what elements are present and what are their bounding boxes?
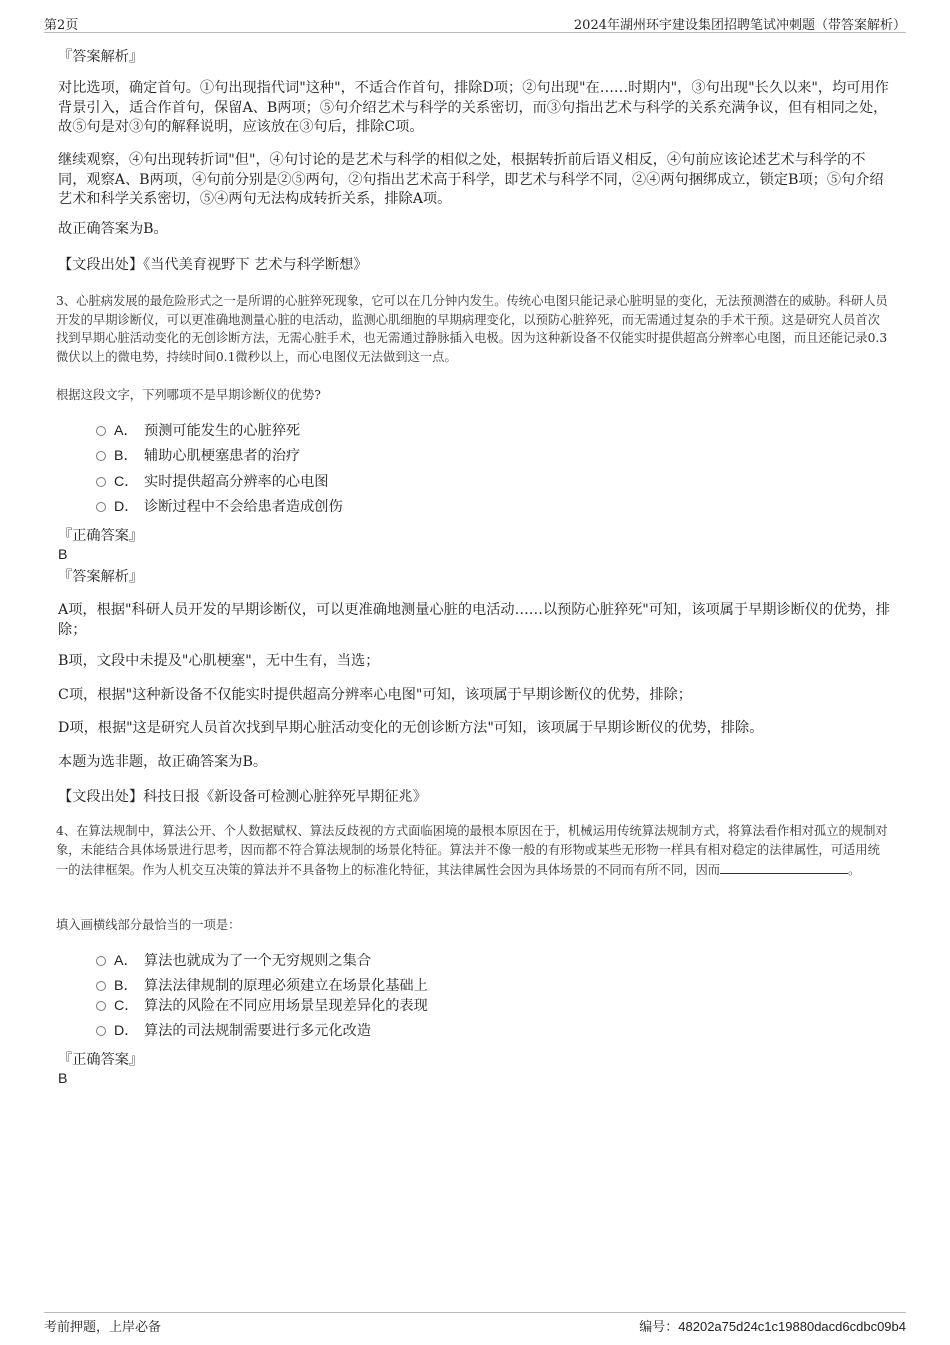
q3-answer-heading: 『正确答案』 [58,528,144,544]
q4-option-a[interactable]: A． 算法也就成为了一个无穷规则之集合 [96,952,371,971]
fill-blank [720,859,848,874]
page-footer [44,1312,906,1335]
radio-icon[interactable] [96,426,106,436]
q4-answer-heading: 『正确答案』 [58,1052,144,1068]
q4-option-c[interactable]: C． 算法的风险在不同应用场景呈现差异化的表现 [96,997,428,1016]
q3-analysis-b: B项，文段中未提及"心肌梗塞"，无中生有，当选； [58,653,380,669]
q3-analysis-d: D项，根据"这是研究人员首次找到早期心脏活动变化的无创诊断方法"可知，该项属于早期诊断仪的优势，排除。 [58,720,764,736]
q4-option-b[interactable]: B． 算法法律规制的原理必须建立在场景化基础上 [96,977,428,996]
q3-analysis-heading: 『答案解析』 [58,569,144,585]
q3-source: 【文段出处】科技日报《新设备可检测心脏猝死早期征兆》 [58,789,427,805]
q2-analysis-para1: 对比选项，确定首句。①句出现指代词"这种"，不适合作首句，排除D项；②句出现"在……时期内"，③句出现"长久以来"，均可用作背景引入，适合作首句，保留A、B两项；⑤句介绍艺术与科学的关系密切，而③句指出艺术与科学的关系充满争议，但有相同之处，故⑤句是对③句的解释说明，应该放在③句后，排除C项。 [58,80,889,135]
q2-source: 【文段出处】《当代美育视野下 艺术与科学断想》 [58,257,368,273]
radio-icon[interactable] [96,451,106,461]
q3-analysis-a: A项，根据"科研人员开发的早期诊断仪，可以更准确地测量心脏的电活动……以预防心脏猝死"可知，该项属于早期诊断仪的优势，排除； [58,602,890,638]
page-header [44,12,906,33]
document-id: 编号：48202a75d24c1c19880dacd6cdbc09b4 [639,1319,906,1334]
q3-option-a[interactable]: A． 预测可能发生的心脏猝死 [96,422,300,441]
q3-option-d[interactable]: D． 诊断过程中不会给患者造成创伤 [96,498,343,517]
radio-icon[interactable] [96,477,106,487]
q3-option-c[interactable]: C． 实时提供超高分辨率的心电图 [96,473,328,492]
radio-icon[interactable] [96,502,106,512]
document-title: 2024年湖州环宇建设集团招聘笔试冲刺题（带答案解析） [573,18,906,33]
q4-passage: 4、在算法规制中，算法公开、个人数据赋权、算法反歧视的方式面临困境的最根本原因在于，机械运用传统算法规制方式，将算法看作相对孤立的规制对象，未能结合具体场景进行思考，因而都不符合算法规制的场景化特征。算法并不像一般的有形物或某些无形物一样具有相对稳定的法律属性，可适用统一的法律框架。作为人机交互决策的算法并不具备物上的标准化特征，其法律属性会因为具体场景的不同而有所不同，因而 。 [56,824,888,877]
q2-analysis-para2: 继续观察，④句出现转折词"但"，④句讨论的是艺术与科学的相似之处，根据转折前后语义相反，④句前应该论述艺术与科学的不同，观察A、B两项，④句前分别是②⑤两句，②句指出艺术高于科学，即艺术与科学不同，②④两句捆绑成立，锁定B项；⑤句介绍艺术和科学关系密切，⑤④两句无法构成转折关系，排除A项。 [58,152,884,207]
q2-analysis-heading: 『答案解析』 [58,49,144,65]
q2-conclusion: 故正确答案为B。 [58,221,168,237]
q3-analysis-c: C项，根据"这种新设备不仅能实时提供超高分辨率心电图"可知，该项属于早期诊断仪的优势，排除； [58,687,692,703]
q3-question: 根据这段文字，下列哪项不是早期诊断仪的优势? [56,388,321,402]
q3-passage: 3、心脏病发展的最危险形式之一是所谓的心脏猝死现象，它可以在几分钟内发生。传统心电图只能记录心脏明显的变化，无法预测潜在的威胁。科研人员开发的早期诊断仪，可以更准确地测量心脏的电活动，监测心肌细胞的早期病理变化，以预防心脏猝死，而无需通过复杂的手术干预。这是研究人员首次找到早期心脏活动变化的无创诊断方法，无需心脏手术，也无需通过静脉插入电极。因为这种新设备不仅能实时提供超高分辨率心电图，而且还能记录0.3微伏以上的微电势，持续时间0.1微秒以上，而心电图仪无法做到这一点。 [56,294,888,364]
radio-icon[interactable] [96,956,106,966]
q3-option-b[interactable]: B． 辅助心肌梗塞患者的治疗 [96,447,300,466]
radio-icon[interactable] [96,1001,106,1011]
footer-slogan: 考前押题，上岸必备 [44,1320,162,1335]
radio-icon[interactable] [96,1026,106,1036]
q4-answer: B [58,1071,68,1087]
page-number: 第2页 [44,18,79,33]
q4-option-d[interactable]: D． 算法的司法规制需要进行多元化改造 [96,1022,371,1041]
q4-question: 填入画横线部分最恰当的一项是： [56,918,241,932]
q3-conclusion: 本题为选非题，故正确答案为B。 [58,754,268,770]
radio-icon[interactable] [96,981,106,991]
q3-answer: B [58,547,68,563]
